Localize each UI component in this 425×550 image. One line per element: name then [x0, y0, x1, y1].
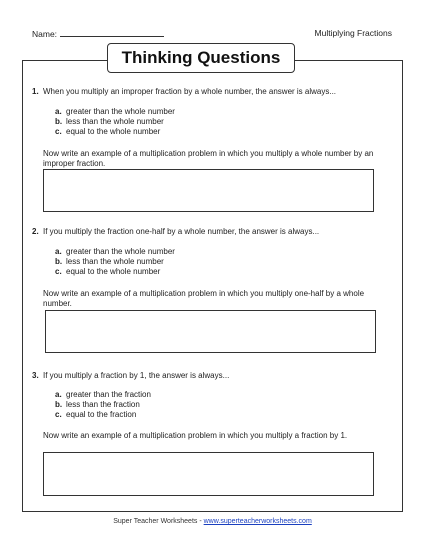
name-label: [32, 28, 164, 39]
answer-box-2[interactable]: [45, 310, 376, 353]
options-list: [55, 247, 175, 277]
question-number: 3.: [32, 371, 39, 380]
example-prompt: Now write an example of a multiplication problem in which you multiply one-half by a whole number.: [43, 289, 365, 308]
worksheet-topic: Multiplying Fractions: [314, 28, 392, 38]
options-list: [55, 390, 151, 420]
question-text: If you multiply a fraction by 1, the answer is always...: [43, 371, 230, 380]
question-text: When you multiply an improper fraction by a whole number, the answer is always...: [43, 87, 337, 96]
option-b: b. less than the whole number: [55, 117, 164, 126]
page-title: Thinking Questions: [107, 43, 295, 73]
name-line: [60, 28, 164, 37]
option-a: a. greater than the whole number: [55, 107, 175, 116]
footer: [0, 518, 425, 525]
answer-box-1[interactable]: [43, 169, 374, 212]
name-label-text: Name:: [32, 29, 58, 39]
option-a: a. greater than the whole number: [55, 247, 175, 256]
example-prompt: Now write an example of a multiplication problem in which you multiply a fraction by 1.: [43, 431, 348, 440]
example-prompt: Now write an example of a multiplication problem in which you multiply a whole number by an improper fraction.: [43, 149, 374, 168]
option-a: a. greater than the fraction: [55, 390, 151, 399]
option-c: c. equal to the fraction: [55, 410, 137, 419]
footer-text: Super Teacher Worksheets -: [113, 518, 204, 525]
option-b: b. less than the fraction: [55, 400, 140, 409]
question-text: If you multiply the fraction one-half by a whole number, the answer is always...: [43, 227, 320, 236]
option-b: b. less than the whole number: [55, 257, 164, 266]
question-number: 1.: [32, 87, 39, 96]
option-c: c. equal to the whole number: [55, 267, 161, 276]
answer-box-3[interactable]: [43, 452, 374, 496]
question-number: 2.: [32, 227, 39, 236]
option-c: c. equal to the whole number: [55, 127, 161, 136]
options-list: [55, 107, 175, 137]
footer-link[interactable]: www.superteacherworksheets.com: [203, 518, 312, 525]
